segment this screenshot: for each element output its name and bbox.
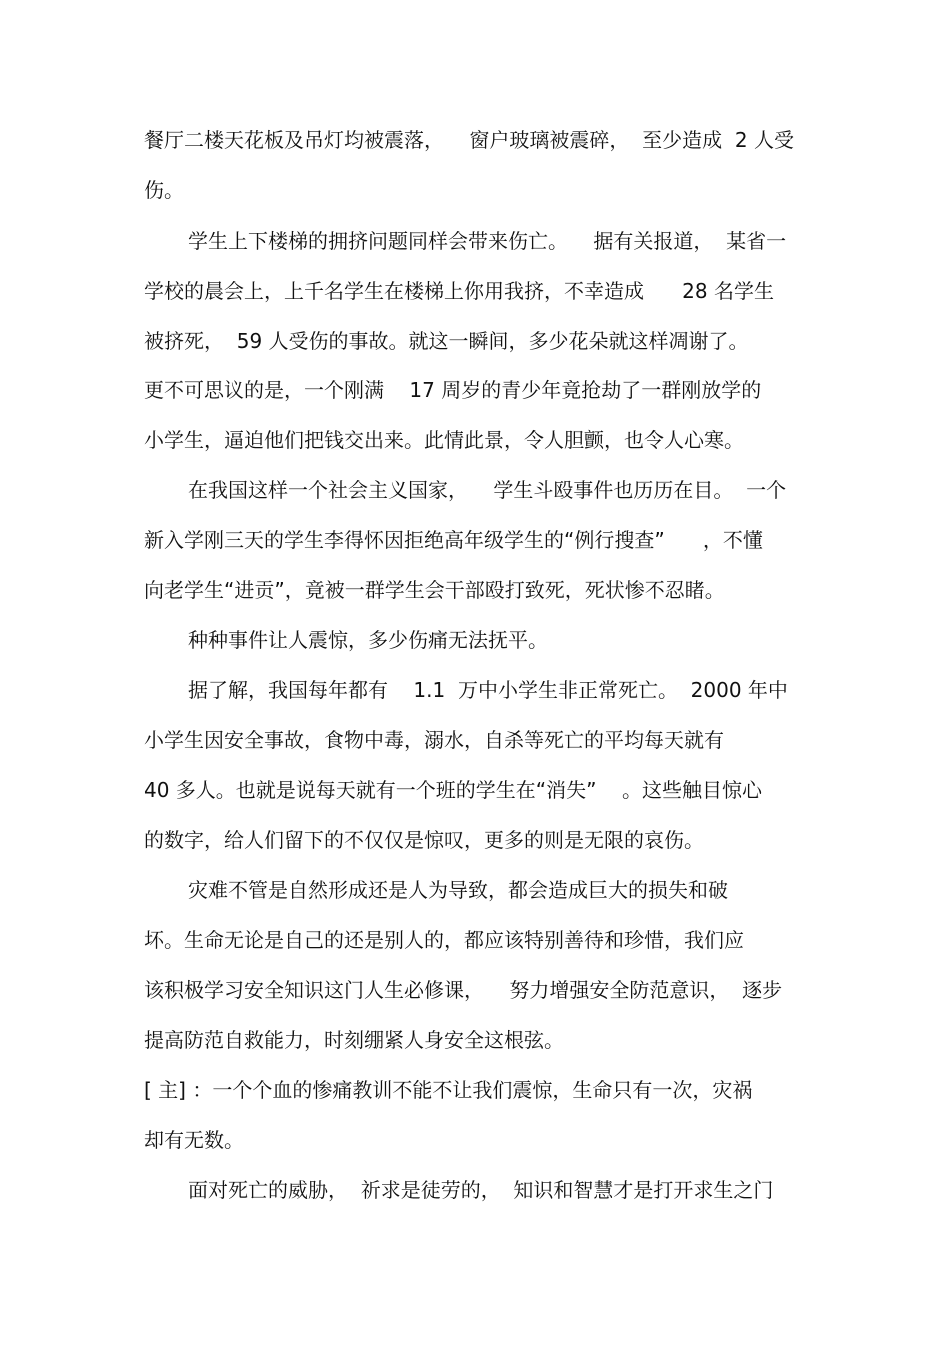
text-line: 坏。生命无论是自己的还是别人的，都应该特别善待和珍惜，我们应 xyxy=(144,928,744,952)
text-line: [ 主] ：一个个血的惨痛教训不能不让我们震惊，生命只有一次，灾祸 xyxy=(144,1078,753,1102)
text-line: 伤。 xyxy=(144,178,184,202)
text-line: 40 多人。也就是说每天就有一个班的学生在“消失” 。这些触目惊心 xyxy=(144,778,762,802)
text-line: 在我国这样一个社会主义国家， 学生斗殴事件也历历在目。 一个 xyxy=(188,478,787,502)
text-line: 被挤死， 59 人受伤的事故。就这一瞬间，多少花朵就这样凋谢了。 xyxy=(144,329,749,353)
text-line: 却有无数。 xyxy=(144,1128,244,1152)
text-line: 小学生，逼迫他们把钱交出来。此情此景，令人胆颤，也令人心寒。 xyxy=(144,428,744,452)
text-line: 学校的晨会上，上千名学生在楼梯上你用我挤，不幸造成 28 名学生 xyxy=(144,279,774,303)
text-line: 学生上下楼梯的拥挤问题同样会带来伤亡。 据有关报道， 某省一 xyxy=(188,229,787,253)
text-line: 餐厅二楼天花板及吊灯均被震落， 窗户玻璃被震碎， 至少造成 2 人受 xyxy=(144,128,794,152)
text-line: 面对死亡的威胁， 祈求是徒劳的， 知识和智慧才是打开求生之门 xyxy=(188,1178,774,1202)
text-line: 小学生因安全事故，食物中毒，溺水，自杀等死亡的平均每天就有 xyxy=(144,728,724,752)
text-line: 该积极学习安全知识这门人生必修课， 努力增强安全防范意识， 逐步 xyxy=(144,978,783,1002)
text-line: 提高防范自救能力，时刻绷紧人身安全这根弦。 xyxy=(144,1028,564,1052)
text-line: 种种事件让人震惊，多少伤痛无法抚平。 xyxy=(188,628,548,652)
text-line: 据了解，我国每年都有 1.1 万中小学生非正常死亡。 2000 年中 xyxy=(188,678,788,702)
text-line: 的数字，给人们留下的不仅仅是惊叹，更多的则是无限的哀伤。 xyxy=(144,828,704,852)
text-line: 灾难不管是自然形成还是人为导致，都会造成巨大的损失和破 xyxy=(188,878,728,902)
text-line: 向老学生“进贡”，竟被一群学生会干部殴打致死，死状惨不忍睹。 xyxy=(144,578,725,602)
text-line: 新入学刚三天的学生李得怀因拒绝高年级学生的“例行搜查” ，不懂 xyxy=(144,528,763,552)
text-line: 更不可思议的是，一个刚满 17 周岁的青少年竟抢劫了一群刚放学的 xyxy=(144,378,762,402)
